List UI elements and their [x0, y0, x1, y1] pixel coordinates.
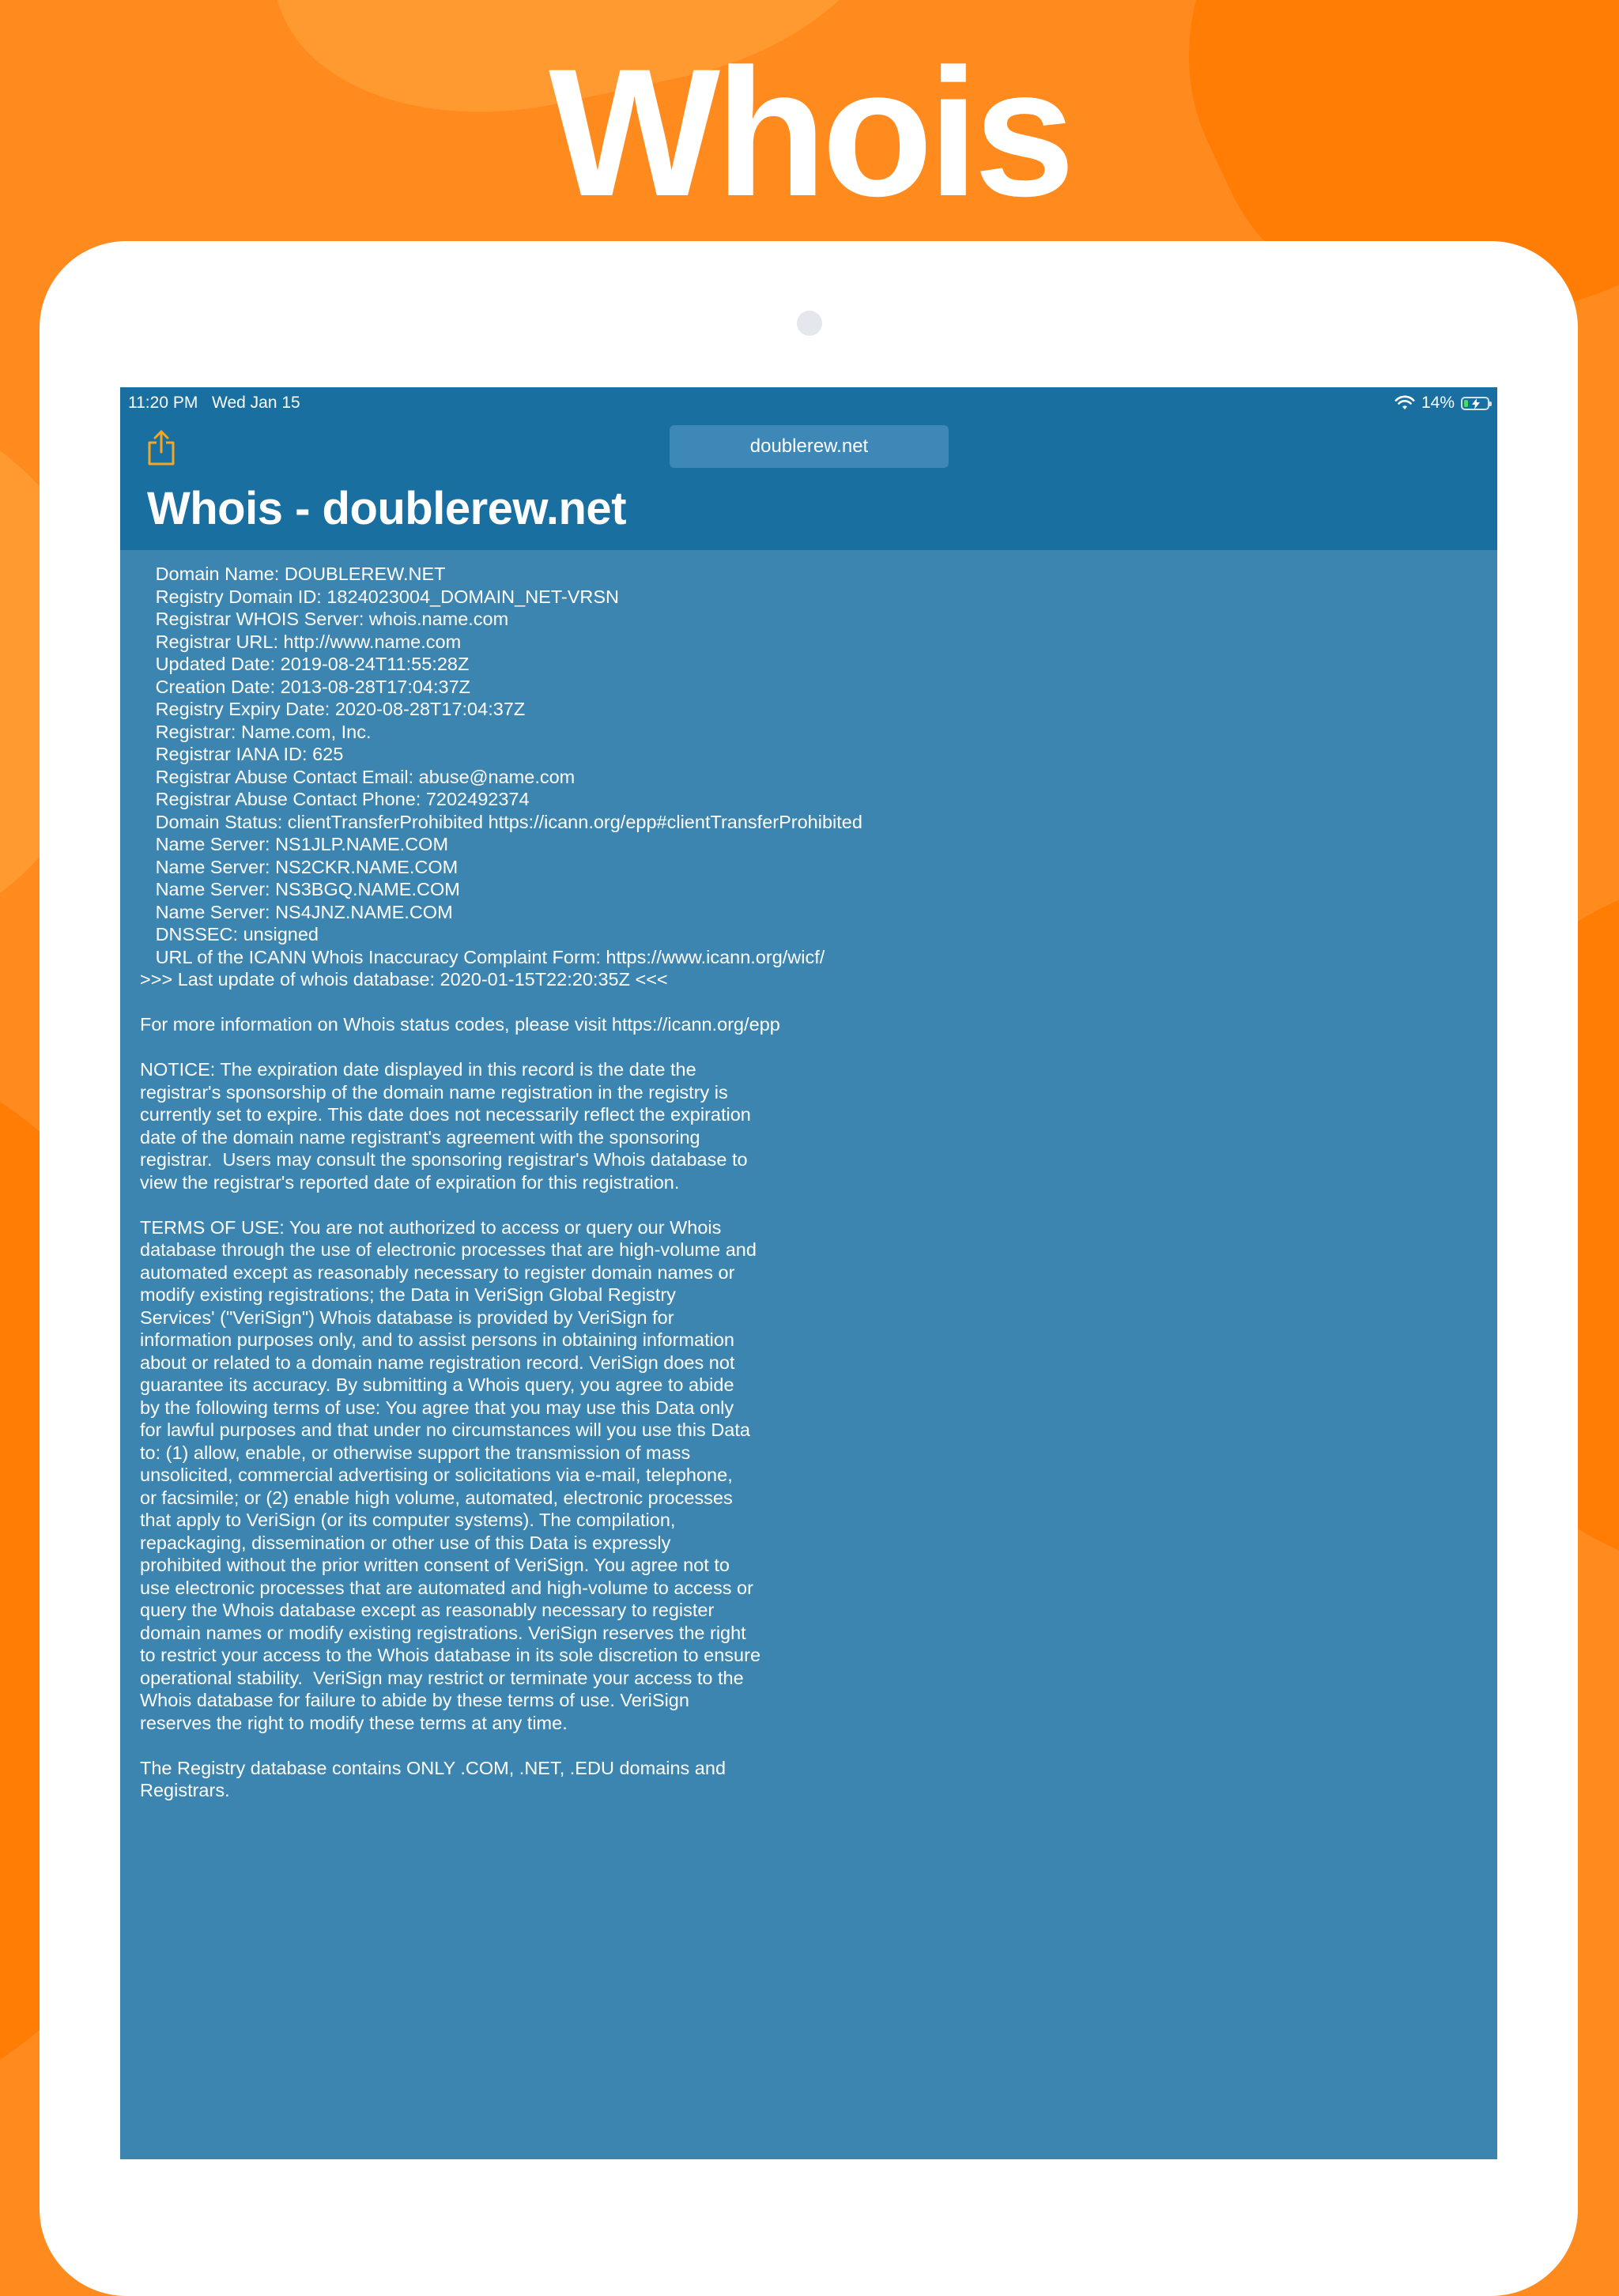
whois-line: to restrict your access to the Whois database in its sole discretion to ensure	[140, 1645, 761, 1665]
whois-line: Whois database for failure to abide by these terms of use. VeriSign	[140, 1690, 689, 1710]
whois-line: registrar. Users may consult the sponsoring registrar's Whois database to	[140, 1149, 748, 1170]
whois-line: query the Whois database except as reasonably necessary to register	[140, 1600, 715, 1620]
blank-line	[140, 1036, 1481, 1059]
share-icon	[145, 428, 177, 466]
whois-line: Registrars.	[140, 1780, 230, 1800]
whois-line: Updated Date: 2019-08-24T11:55:28Z	[140, 654, 470, 674]
whois-line: Name Server: NS3BGQ.NAME.COM	[140, 879, 460, 899]
share-button[interactable]	[145, 428, 177, 466]
whois-line: Services' ("VeriSign") Whois database is provided by VeriSign for	[140, 1306, 674, 1328]
whois-line: registrar's sponsorship of the domain name registration in the registry is	[140, 1081, 728, 1103]
whois-line: or facsimile; or (2) enable high volume, automated, electronic processes	[140, 1487, 733, 1508]
whois-line: date of the domain name registrant's agreement with the sponsoring	[140, 1126, 700, 1148]
whois-line: information purposes only, and to assist persons in obtaining information	[140, 1329, 734, 1350]
whois-line: currently set to expire. This date does not necessarily reflect the expiration	[140, 1104, 751, 1125]
status-time: 11:20 PM	[128, 394, 198, 412]
whois-line: Name Server: NS1JLP.NAME.COM	[140, 834, 449, 854]
whois-line: NOTICE: The expiration date displayed in this record is the date the	[140, 1059, 696, 1080]
whois-line: unsolicited, commercial advertising or solicitations via e-mail, telephone,	[140, 1465, 733, 1485]
whois-line: Registry Domain ID: 1824023004_DOMAIN_NET-VRSN	[140, 586, 620, 607]
whois-line: Creation Date: 2013-08-28T17:04:37Z	[140, 676, 471, 697]
whois-line: Registrar URL: http://www.name.com	[140, 631, 462, 652]
camera-dot	[797, 311, 822, 336]
whois-line: automated except as reasonably necessary to register domain names or	[140, 1261, 735, 1283]
whois-line: Registrar: Name.com, Inc.	[140, 721, 372, 742]
page-title: Whois - doublerew.net	[147, 483, 627, 534]
battery-icon	[1461, 397, 1489, 410]
whois-line: modify existing registrations; the Data in VeriSign Global Registry	[140, 1284, 676, 1305]
whois-line: For more information on Whois status codes, please visit https://icann.org/epp	[140, 1014, 780, 1035]
status-date: Wed Jan 15	[212, 394, 300, 412]
status-right	[1394, 390, 1489, 416]
whois-line: operational stability. VeriSign may restrict or terminate your access to the	[140, 1667, 744, 1688]
whois-line: database through the use of electronic processes that are high-volume and	[140, 1239, 757, 1260]
whois-line: use electronic processes that are automated and high-volume to access or	[140, 1577, 753, 1598]
whois-line: view the registrar's reported date of expiration for this registration.	[140, 1171, 680, 1193]
whois-line: guarantee its accuracy. By submitting a Whois query, you agree to abide	[140, 1374, 734, 1395]
wifi-icon	[1394, 395, 1415, 411]
whois-line: domain names or modify existing registrations. VeriSign reserves the right	[140, 1622, 746, 1643]
hero-title: Whois	[549, 31, 1070, 234]
whois-line: repackaging, dissemination or other use of this Data is expressly	[140, 1532, 671, 1553]
status-bar	[128, 390, 1489, 416]
whois-line: TERMS OF USE: You are not authorized to access or query our Whois	[140, 1216, 722, 1238]
whois-result-text	[140, 563, 1481, 1802]
blank-line	[140, 1193, 1481, 1216]
blank-line	[140, 1734, 1481, 1757]
whois-line: Name Server: NS2CKR.NAME.COM	[140, 856, 459, 877]
whois-line: Registrar IANA ID: 625	[140, 744, 344, 764]
whois-line: about or related to a domain name registration record. VeriSign does not	[140, 1352, 735, 1373]
navigation-bar	[120, 387, 1497, 550]
whois-line: Registrar Abuse Contact Email: abuse@name.com	[140, 766, 576, 787]
whois-line: reserves the right to modify these terms at any time.	[140, 1712, 568, 1733]
whois-line: prohibited without the prior written consent of VeriSign. You agree not to	[140, 1555, 730, 1575]
whois-line: by the following terms of use: You agree that you may use this Data only	[140, 1397, 734, 1418]
whois-line: for lawful purposes and that under no circumstances will you use this Data	[140, 1419, 750, 1440]
whois-line: Registry Expiry Date: 2020-08-28T17:04:37Z	[140, 699, 526, 719]
whois-line: >>> Last update of whois database: 2020-01-15T22:20:35Z <<<	[140, 969, 668, 990]
url-field[interactable]: doublerew.net	[670, 425, 949, 468]
whois-line: Name Server: NS4JNZ.NAME.COM	[140, 901, 453, 922]
whois-line: that apply to VeriSign (or its computer systems). The compilation,	[140, 1510, 676, 1530]
whois-line: Registrar WHOIS Server: whois.name.com	[140, 609, 509, 629]
app-screen	[120, 387, 1497, 2159]
battery-percent: 14%	[1421, 394, 1455, 412]
whois-line: Registrar Abuse Contact Phone: 7202492374	[140, 789, 530, 809]
whois-line: Domain Status: clientTransferProhibited https://icann.org/epp#clientTransferProhibited	[140, 811, 862, 832]
whois-line: Domain Name: DOUBLEREW.NET	[140, 564, 446, 584]
whois-line: The Registry database contains ONLY .COM, .NET, .EDU domains and	[140, 1757, 726, 1778]
blank-line	[140, 991, 1481, 1014]
whois-line: URL of the ICANN Whois Inaccuracy Complaint Form: https://www.icann.org/wicf/	[140, 946, 825, 967]
whois-line: to: (1) allow, enable, or otherwise support the transmission of mass	[140, 1442, 691, 1463]
whois-line: DNSSEC: unsigned	[140, 924, 319, 944]
